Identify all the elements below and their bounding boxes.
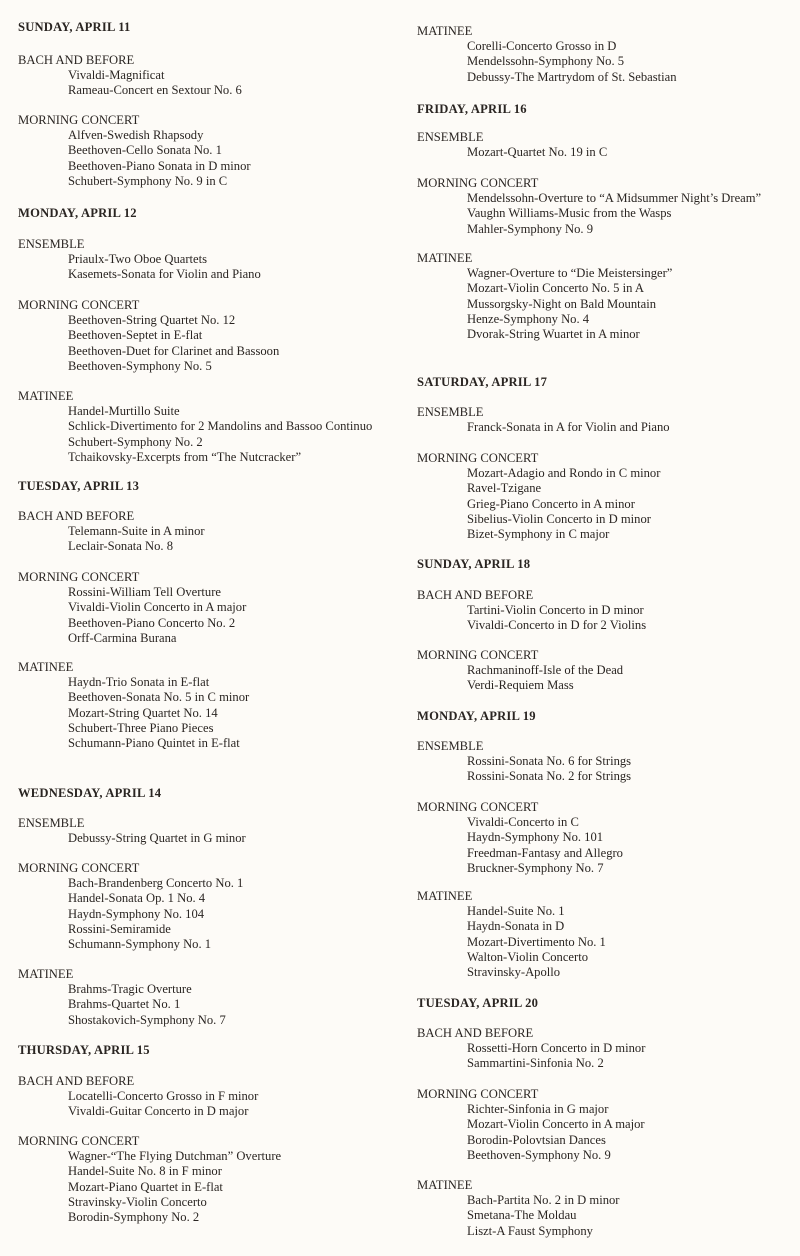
section-title: BACH AND BEFORE (18, 53, 135, 67)
program-item: Mozart-String Quartet No. 14 (68, 705, 218, 720)
program-item: Liszt-A Faust Symphony (467, 1223, 593, 1238)
section-title: MATINEE (417, 251, 473, 265)
program-item: Brahms-Quartet No. 1 (68, 997, 181, 1012)
program-item: Wagner-“The Flying Dutchman” Overture (68, 1149, 282, 1164)
program-item: Rossini-Semiramide (68, 921, 171, 936)
program-item: Rameau-Concert en Sextour No. 6 (68, 83, 242, 98)
program-section (417, 648, 797, 694)
program-item: Stravinsky-Apollo (467, 965, 561, 980)
section-title: MORNING CONCERT (18, 861, 140, 875)
program-section (18, 1134, 408, 1225)
section-title: BACH AND BEFORE (18, 1074, 135, 1088)
day-heading-wednesday-april-14: WEDNESDAY, APRIL 14 (18, 786, 162, 800)
program-item: Priaulx-Two Oboe Quartets (68, 252, 208, 267)
program-section (417, 588, 797, 634)
section-title: MATINEE (417, 1178, 473, 1192)
program-item: Bizet-Symphony in C major (467, 527, 610, 542)
program-item: Sibelius-Violin Concerto in D minor (467, 511, 651, 526)
day-heading-sunday-april-18: SUNDAY, APRIL 18 (417, 557, 531, 571)
program-item: Rossetti-Horn Concerto in D minor (467, 1041, 646, 1056)
day-heading-friday-april-16: FRIDAY, APRIL 16 (417, 102, 527, 116)
program-section (417, 24, 797, 85)
program-item: Schubert-Symphony No. 9 in C (68, 173, 228, 188)
program-item: Beethoven-Piano Sonata in D minor (68, 158, 251, 173)
program-section (417, 1087, 797, 1163)
section-title: MORNING CONCERT (417, 1087, 539, 1101)
program-item: Mendelssohn-Overture to “A Midsummer Night’s Dream” (467, 191, 762, 206)
program-item: Beethoven-Septet in E-flat (68, 328, 203, 343)
section-title: MATINEE (18, 967, 74, 981)
program-item: Mussorgsky-Night on Bald Mountain (467, 296, 657, 311)
program-item: Mendelssohn-Symphony No. 5 (467, 54, 625, 69)
program-item: Handel-Murtillo Suite (68, 404, 180, 419)
program-item: Schumann-Piano Quintet in E-flat (68, 736, 240, 751)
program-section (417, 451, 797, 542)
program-item: Borodin-Polovtsian Dances (467, 1132, 606, 1147)
program-item: Smetana-The Moldau (467, 1208, 577, 1223)
program-section (417, 739, 797, 785)
program-item: Beethoven-Cello Sonata No. 1 (68, 143, 222, 158)
program-item: Vivaldi-Concerto in C (467, 815, 579, 830)
program-item: Kasemets-Sonata for Violin and Piano (68, 267, 261, 282)
program-section (417, 130, 797, 160)
day-heading-saturday-april-17: SATURDAY, APRIL 17 (417, 375, 548, 389)
program-section (18, 861, 408, 952)
program-item: Borodin-Symphony No. 2 (68, 1210, 200, 1225)
program-item: Bach-Brandenberg Concerto No. 1 (68, 876, 244, 891)
program-item: Beethoven-Symphony No. 9 (467, 1147, 611, 1162)
program-item: Rossini-Sonata No. 6 for Strings (467, 754, 632, 769)
program-item: Shostakovich-Symphony No. 7 (68, 1012, 226, 1027)
program-item: Schubert-Symphony No. 2 (68, 434, 203, 449)
section-title: MORNING CONCERT (18, 570, 140, 584)
program-item: Vivaldi-Concerto in D for 2 Violins (467, 618, 647, 633)
section-title: MATINEE (417, 24, 473, 38)
section-title: MORNING CONCERT (417, 800, 539, 814)
program-section (18, 816, 408, 846)
program-item: Beethoven-String Quartet No. 12 (68, 313, 236, 328)
section-title: ENSEMBLE (417, 405, 484, 419)
program-section (18, 237, 408, 283)
section-title: ENSEMBLE (417, 739, 484, 753)
program-item: Haydn-Symphony No. 101 (467, 830, 604, 845)
section-title: BACH AND BEFORE (18, 509, 135, 523)
program-item: Freedman-Fantasy and Allegro (467, 845, 623, 860)
program-item: Rossini-Sonata No. 2 for Strings (467, 769, 632, 784)
program-section (18, 1074, 408, 1120)
program-item: Tchaikovsky-Excerpts from “The Nutcracker” (68, 449, 302, 464)
day-heading-tuesday-april-20: TUESDAY, APRIL 20 (417, 996, 539, 1010)
program-item: Haydn-Sonata in D (467, 919, 565, 934)
program-item: Orff-Carmina Burana (68, 630, 177, 645)
program-item: Telemann-Suite in A minor (68, 524, 205, 539)
day-heading-monday-april-12: MONDAY, APRIL 12 (18, 206, 137, 220)
program-item: Ravel-Tzigane (467, 481, 542, 496)
program-item: Schlick-Divertimento for 2 Mandolins and Bassoo Continuo (68, 419, 373, 434)
day-heading-tuesday-april-13: TUESDAY, APRIL 13 (18, 479, 140, 493)
program-item: Mahler-Symphony No. 9 (467, 221, 594, 236)
program-item: Verdi-Requiem Mass (467, 678, 574, 693)
program-item: Leclair-Sonata No. 8 (68, 539, 174, 554)
program-item: Vivaldi-Violin Concerto in A major (68, 600, 247, 615)
program-item: Vivaldi-Guitar Concerto in D major (68, 1104, 249, 1119)
section-title: ENSEMBLE (417, 130, 484, 144)
program-item: Debussy-The Martrydom of St. Sebastian (467, 69, 677, 84)
program-item: Locatelli-Concerto Grosso in F minor (68, 1089, 259, 1104)
program-item: Franck-Sonata in A for Violin and Piano (467, 420, 670, 435)
program-item: Haydn-Trio Sonata in E-flat (68, 675, 210, 690)
section-title: MATINEE (18, 389, 74, 403)
program-section (417, 800, 797, 876)
program-section (18, 509, 408, 555)
program-item: Richter-Sinfonia in G major (467, 1102, 609, 1117)
program-item: Beethoven-Sonata No. 5 in C minor (68, 690, 250, 705)
program-item: Alfven-Swedish Rhapsody (68, 128, 204, 143)
program-item: Tartini-Violin Concerto in D minor (467, 603, 644, 618)
day-heading-sunday-april-11: SUNDAY, APRIL 11 (18, 20, 131, 34)
program-item: Bruckner-Symphony No. 7 (467, 860, 604, 875)
program-item: Handel-Suite No. 8 in F minor (68, 1164, 222, 1179)
program-item: Mozart-Piano Quartet in E-flat (68, 1179, 223, 1194)
section-title: ENSEMBLE (18, 237, 85, 251)
program-item: Schumann-Symphony No. 1 (68, 937, 212, 952)
section-title: MATINEE (417, 889, 473, 903)
program-item: Rossini-William Tell Overture (68, 585, 221, 600)
program-item: Vivaldi-Magnificat (68, 68, 165, 83)
program-item: Beethoven-Symphony No. 5 (68, 358, 212, 373)
program-section (18, 389, 408, 465)
section-title: MORNING CONCERT (18, 113, 140, 127)
program-item: Mozart-Divertimento No. 1 (467, 934, 606, 949)
program-item: Sammartini-Sinfonia No. 2 (467, 1056, 604, 1071)
section-title: MORNING CONCERT (417, 451, 539, 465)
program-section (417, 1178, 797, 1239)
section-title: BACH AND BEFORE (417, 588, 534, 602)
program-section (18, 660, 408, 751)
program-section (18, 53, 408, 99)
program-item: Haydn-Symphony No. 104 (68, 906, 205, 921)
program-item: Grieg-Piano Concerto in A minor (467, 496, 635, 511)
program-section (417, 251, 797, 342)
program-item: Brahms-Tragic Overture (68, 982, 192, 997)
section-title: MORNING CONCERT (18, 298, 140, 312)
program-item: Handel-Sonata Op. 1 No. 4 (68, 891, 206, 906)
section-title: MORNING CONCERT (18, 1134, 140, 1148)
day-heading-monday-april-19: MONDAY, APRIL 19 (417, 709, 536, 723)
program-section (18, 298, 408, 374)
program-section (18, 967, 408, 1028)
program-item: Mozart-Violin Concerto No. 5 in A (467, 281, 644, 296)
program-item: Handel-Suite No. 1 (467, 904, 565, 919)
section-title: MORNING CONCERT (417, 176, 539, 190)
program-item: Stravinsky-Violin Concerto (68, 1194, 207, 1209)
program-section (417, 1026, 797, 1072)
program-item: Beethoven-Piano Concerto No. 2 (68, 615, 236, 630)
program-section (18, 113, 408, 189)
program-item: Walton-Violin Concerto (467, 949, 588, 964)
program-section (417, 405, 797, 435)
program-item: Rachmaninoff-Isle of the Dead (467, 663, 624, 678)
program-section (417, 889, 797, 980)
program-item: Vaughn Williams-Music from the Wasps (467, 206, 672, 221)
program-item: Corelli-Concerto Grosso in D (467, 39, 617, 54)
program-item: Schubert-Three Piano Pieces (68, 720, 214, 735)
program-item: Henze-Symphony No. 4 (467, 311, 590, 326)
section-title: ENSEMBLE (18, 816, 85, 830)
program-section (18, 570, 408, 646)
program-item: Mozart-Violin Concerto in A major (467, 1117, 645, 1132)
program-item: Wagner-Overture to “Die Meistersinger” (467, 266, 673, 281)
program-section (417, 176, 797, 237)
section-title: MATINEE (18, 660, 74, 674)
program-item: Beethoven-Duet for Clarinet and Bassoon (68, 343, 280, 358)
section-title: BACH AND BEFORE (417, 1026, 534, 1040)
day-heading-thursday-april-15: THURSDAY, APRIL 15 (18, 1043, 150, 1057)
program-item: Mozart-Adagio and Rondo in C minor (467, 466, 661, 481)
program-item: Mozart-Quartet No. 19 in C (467, 145, 608, 160)
program-item: Debussy-String Quartet in G minor (68, 831, 246, 846)
program-item: Dvorak-String Wuartet in A minor (467, 327, 640, 342)
section-title: MORNING CONCERT (417, 648, 539, 662)
program-item: Bach-Partita No. 2 in D minor (467, 1193, 620, 1208)
